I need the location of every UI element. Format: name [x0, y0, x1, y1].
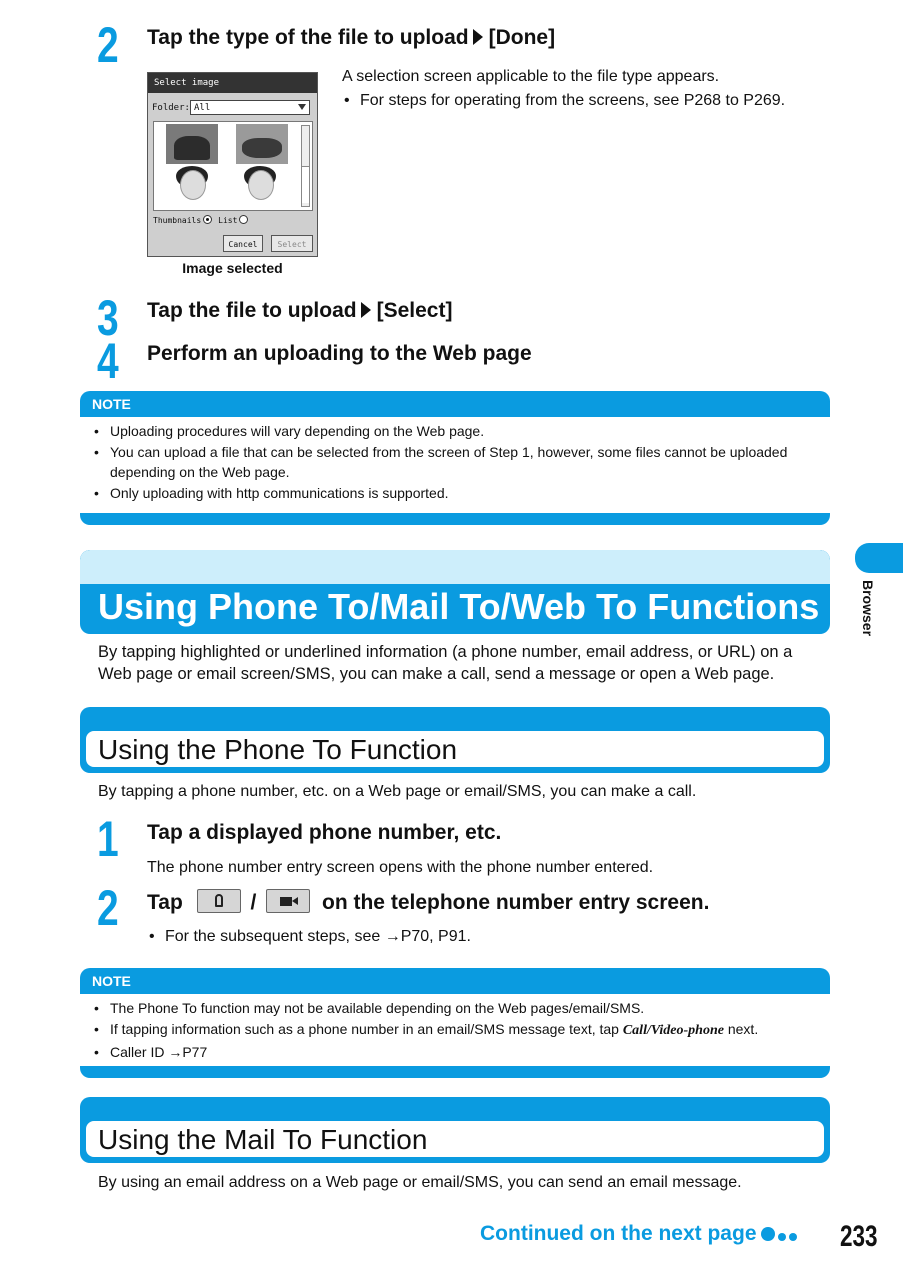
- thumbnail-image[interactable]: [240, 166, 280, 208]
- step-heading-target: [Done]: [488, 26, 556, 49]
- description-bullet: • For the subsequent steps, see →P70, P91.: [147, 926, 827, 948]
- scrollbar[interactable]: [301, 125, 310, 207]
- note-body: [80, 417, 830, 513]
- step-heading: [147, 26, 555, 50]
- thumbnail-image[interactable]: [236, 124, 288, 164]
- subsection-title-banner: [80, 707, 830, 773]
- note-item: • You can upload a file that can be selected from the screen of Step 1, however, some files cannot be uploaded depending on the Web page.: [92, 442, 816, 482]
- screen-title: Select image: [148, 73, 317, 93]
- chevron-down-icon: [298, 104, 306, 110]
- view-mode-options: [153, 215, 254, 225]
- subsection-intro: By tapping a phone number, etc. on a Web page or email/SMS, you can make a call.: [98, 783, 697, 800]
- slash-separator: /: [250, 891, 257, 914]
- step-number: 2: [97, 17, 119, 73]
- step-heading-text: on the telephone number entry screen.: [322, 891, 710, 914]
- list-label: List: [218, 216, 238, 225]
- subsection-title: Using the Phone To Function: [98, 734, 458, 765]
- folder-select[interactable]: [190, 100, 310, 115]
- step-heading: Perform an uploading to the Web page: [147, 342, 532, 365]
- section-intro: By tapping highlighted or underlined information (a phone number, email address, or URL) on a Web page or email screen/SMS, you can make a call, send a message or open a Web page.: [98, 643, 793, 683]
- section-title-banner: [80, 550, 830, 634]
- thumbnails-label: Thumbnails: [153, 216, 202, 225]
- step-number: 2: [97, 880, 119, 936]
- note-item: • Uploading procedures will vary depending on the Web page.: [92, 421, 816, 441]
- folder-value: All: [194, 103, 211, 113]
- step-number: 3: [97, 290, 119, 346]
- thumbnail-grid: [153, 121, 313, 211]
- step-description: [147, 926, 827, 948]
- step-number: 4: [97, 333, 119, 389]
- step-heading: [147, 299, 452, 323]
- chapter-tab: [855, 543, 903, 573]
- step-number: 1: [97, 811, 119, 867]
- video-call-icon[interactable]: [266, 889, 310, 913]
- continued-indicator: Continued on the next page: [480, 1222, 797, 1246]
- section-title: Using Phone To/Mail To/Web To Functions: [98, 586, 820, 627]
- note-item: • The Phone To function may not be available depending on the Web pages/email/SMS.: [92, 998, 816, 1018]
- note-footer-bar: [80, 1066, 830, 1078]
- description-bullet: • For steps for operating from the screens, see P268 to P269.: [342, 90, 842, 112]
- folder-label: Folder:: [152, 103, 190, 113]
- thumbnail-image[interactable]: [172, 166, 212, 208]
- continue-dot-icon: [789, 1233, 797, 1241]
- arrow-right-icon: [361, 302, 371, 318]
- cancel-button[interactable]: Cancel: [223, 235, 263, 252]
- subsection-title: Using the Mail To Function: [98, 1124, 428, 1155]
- list-radio[interactable]: [239, 215, 248, 224]
- phone-screen-illustration: [147, 72, 318, 257]
- step-heading-text: Tap the file to upload: [147, 299, 357, 322]
- note-footer-bar: [80, 513, 830, 525]
- note-item: • If tapping information such as a phone number in an email/SMS message text, tap Call/Video-phone next.: [92, 1019, 816, 1041]
- thumbnails-radio[interactable]: [203, 215, 212, 224]
- note-label: NOTE: [80, 391, 830, 417]
- note-box: [80, 968, 830, 1078]
- continue-dot-icon: [778, 1233, 786, 1241]
- thumbnail-image[interactable]: [166, 124, 218, 164]
- note-item: • Only uploading with http communications is supported.: [92, 483, 816, 503]
- subsection-intro: By using an email address on a Web page or email/SMS, you can send an email message.: [98, 1174, 742, 1191]
- select-button[interactable]: Select: [271, 235, 313, 252]
- page-number: 233: [840, 1220, 878, 1253]
- step-heading: [147, 889, 709, 915]
- arrow-right-icon: [473, 29, 483, 45]
- step-heading: Tap a displayed phone number, etc.: [147, 821, 502, 844]
- step-description: The phone number entry screen opens with the phone number entered.: [147, 859, 654, 876]
- step-heading-text: Tap: [147, 891, 183, 914]
- note-box: [80, 391, 830, 525]
- chapter-label: Browser: [860, 580, 876, 637]
- image-caption: Image selected: [182, 260, 283, 276]
- note-label: NOTE: [80, 968, 830, 994]
- step-heading-text: Tap the type of the file to upload: [147, 26, 469, 49]
- note-body: [80, 994, 830, 1066]
- step-heading-target: [Select]: [376, 299, 453, 322]
- softkey-label: Call/Video-phone: [622, 1023, 724, 1038]
- continue-dot-icon: [761, 1227, 775, 1241]
- step-description: [342, 66, 842, 112]
- description-line: A selection screen applicable to the file type appears.: [342, 68, 720, 85]
- voice-call-icon[interactable]: [197, 889, 241, 913]
- subsection-title-banner: [80, 1097, 830, 1163]
- note-item: • Caller ID →P77: [92, 1042, 816, 1062]
